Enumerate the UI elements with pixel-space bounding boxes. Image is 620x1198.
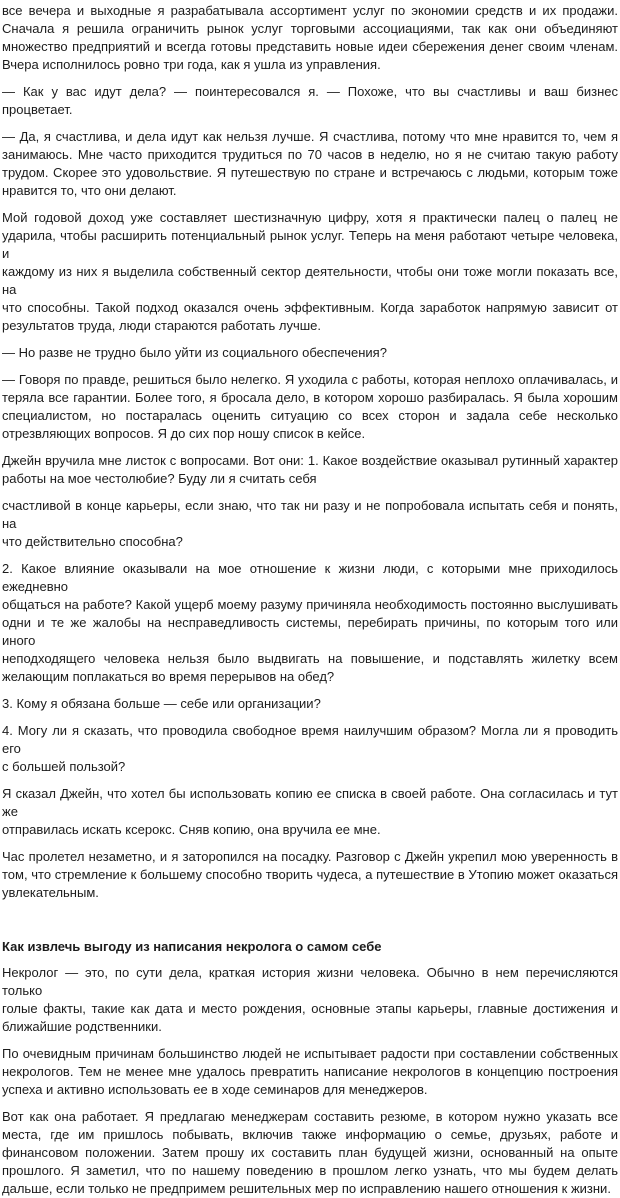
- paragraph: [2, 209, 618, 335]
- text-line: трудом. Скорее это удовольствие. Я путешествую по стране и встречаюсь с людьми, которым тоже: [2, 165, 618, 180]
- text-line: дальше, если только не предпримем решительных мер по исправлению нашего отношения к жизни.: [2, 1181, 611, 1196]
- paragraph: [2, 722, 618, 776]
- paragraph: [2, 2, 618, 74]
- text-line: одни и те же жалобы на несправедливость системы, перебирать причины, по которым того или иного: [2, 615, 618, 648]
- paragraph: [2, 497, 618, 551]
- text-line: общаться на работе? Какой ущерб моему разуму причиняла необходимость постоянно выслушивать: [2, 597, 618, 612]
- text-line: финансовом положении. Затем прошу их составить план будущей жизни, основанный на опыте: [2, 1145, 618, 1160]
- paragraph: [2, 785, 618, 839]
- text-line: Час пролетел незаметно, и я заторопился на посадку. Разговор с Джейн укрепил мою уверенность в: [2, 849, 618, 864]
- text-line: ударила, чтобы расширить потенциальный рынок услуг. Теперь на меня работают четыре человека, и: [2, 228, 618, 261]
- text-line: — Говоря по правде, решиться было нелегко. Я уходила с работы, которая неплохо оплачивалась, и: [2, 372, 618, 387]
- text-line: все вечера и выходные я разрабатывала ассортимент услуг по экономии средств и их продажи.: [2, 3, 618, 18]
- text-line: Джейн вручила мне листок с вопросами. Вот они: 1. Какое воздействие оказывал рутинный характер: [2, 453, 618, 468]
- text-line: что действительно способна?: [2, 534, 183, 549]
- paragraph: [2, 695, 618, 713]
- text-line: По очевидным причинам большинство людей не испытывает радости при составлении собственных: [2, 1046, 618, 1061]
- text-line: работы на мое честолюбие? Буду ли я считать себя: [2, 471, 317, 486]
- text-line: множество предприятий и всегда готовы представить новые идеи сбережения денег своим членам.: [2, 39, 618, 54]
- text-line: прошлого. Я заметил, что по нашему поведению в прошлом легко узнать, что мы будем делать: [2, 1163, 618, 1178]
- text-line: занимаюсь. Мне часто приходится трудиться по 70 часов в неделю, но я не считаю такую работу: [2, 147, 618, 162]
- text-line: счастливой в конце карьеры, если знаю, что так ни разу и не попробовала испытать себя и понять, на: [2, 498, 618, 531]
- text-line: — Да, я счастлива, и дела идут как нельзя лучше. Я счастлива, потому что мне нравится то, чем я: [2, 129, 618, 144]
- text-line: отрезвляющих вопросов. Я до сих пор ношу список в кейсе.: [2, 426, 366, 441]
- text-line: что способны. Такой подход оказался очень эффективным. Когда заработок напрямую зависит от: [2, 300, 618, 315]
- text-line: некрологов. Тем не менее мне удалось превратить написание некрологов в концепцию построения: [2, 1064, 618, 1079]
- text-line: теряла все гарантии. Более того, я бросала дело, в котором хорошо разбиралась. Я была хорошим: [2, 390, 618, 405]
- paragraph: [2, 83, 618, 119]
- text-line: успеха и активно использовать ее в ходе семинаров для менеджеров.: [2, 1082, 428, 1097]
- text-line: отправилась искать ксерокс. Сняв копию, она вручила ее мне.: [2, 822, 381, 837]
- paragraph: [2, 452, 618, 488]
- text-line: неподходящего человека нельзя было выдвигать на повышение, и подставлять жилетку всем: [2, 651, 618, 666]
- text-section-top: [2, 2, 618, 902]
- text-line: результатов труда, люди стараются работать лучше.: [2, 318, 322, 333]
- text-section-bottom: [2, 964, 618, 1198]
- text-line: места, где им пришлось побывать, включив также информацию о семье, друзьях, работе и: [2, 1127, 618, 1142]
- text-line: Сначала я решила ограничить рынок услуг торговыми ассоциациями, так как они объединяют: [2, 21, 618, 36]
- paragraph: [2, 1045, 618, 1099]
- section-heading: Как извлечь выгоду из написания некролога о самом себе: [2, 939, 382, 954]
- paragraph: [2, 1108, 618, 1198]
- text-line: том, что стремление к большему способно творить чудеса, а путешествие в Утопию может оказаться: [2, 867, 618, 882]
- paragraph: [2, 371, 618, 443]
- text-line: Вот как она работает. Я предлагаю менеджерам составить резюме, в котором нужно указать все: [2, 1109, 618, 1124]
- text-line: специалистом, но постаралась оценить ситуацию со всех сторон и задала себе несколько: [2, 408, 618, 423]
- text-line: голые факты, такие как дата и место рождения, основные этапы карьеры, главные достижения и: [2, 1001, 618, 1016]
- text-line: 3. Кому я обязана больше — себе или организации?: [2, 696, 321, 711]
- text-line: с большей пользой?: [2, 759, 126, 774]
- paragraph: [2, 344, 618, 362]
- text-line: Вчера исполнилось ровно три года, как я ушла из управления.: [2, 57, 381, 72]
- text-line: нравится то, что они делают.: [2, 183, 177, 198]
- text-line: Я сказал Джейн, что хотел бы использовать копию ее списка в своей работе. Она согласилась и тут же: [2, 786, 618, 819]
- text-line: 2. Какое влияние оказывали на мое отношение к жизни люди, с которыми мне приходилось ежедневно: [2, 561, 618, 594]
- paragraph: [2, 848, 618, 902]
- text-line: Мой годовой доход уже составляет шестизначную цифру, хотя я практически палец о палец не: [2, 210, 618, 225]
- text-line: желающим поплакаться во время перерывов на обед?: [2, 669, 335, 684]
- text-line: — Как у вас идут дела? — поинтересовался я. — Похоже, что вы счастливы и ваш бизнес процветает.: [2, 84, 618, 117]
- text-line: увлекательным.: [2, 885, 99, 900]
- paragraph: [2, 560, 618, 686]
- paragraph: [2, 964, 618, 1036]
- paragraph: [2, 128, 618, 200]
- text-line: — Но разве не трудно было уйти из социального обеспечения?: [2, 345, 387, 360]
- text-line: каждому из них я выделила собственный сектор деятельности, чтобы они тоже могли показать все, на: [2, 264, 618, 297]
- text-line: 4. Могу ли я сказать, что проводила свободное время наилучшим образом? Могла ли я проводить его: [2, 723, 618, 756]
- text-line: ближайшие родственники.: [2, 1019, 162, 1034]
- text-line: Некролог — это, по сути дела, краткая история жизни человека. Обычно в нем перечисляются только: [2, 965, 618, 998]
